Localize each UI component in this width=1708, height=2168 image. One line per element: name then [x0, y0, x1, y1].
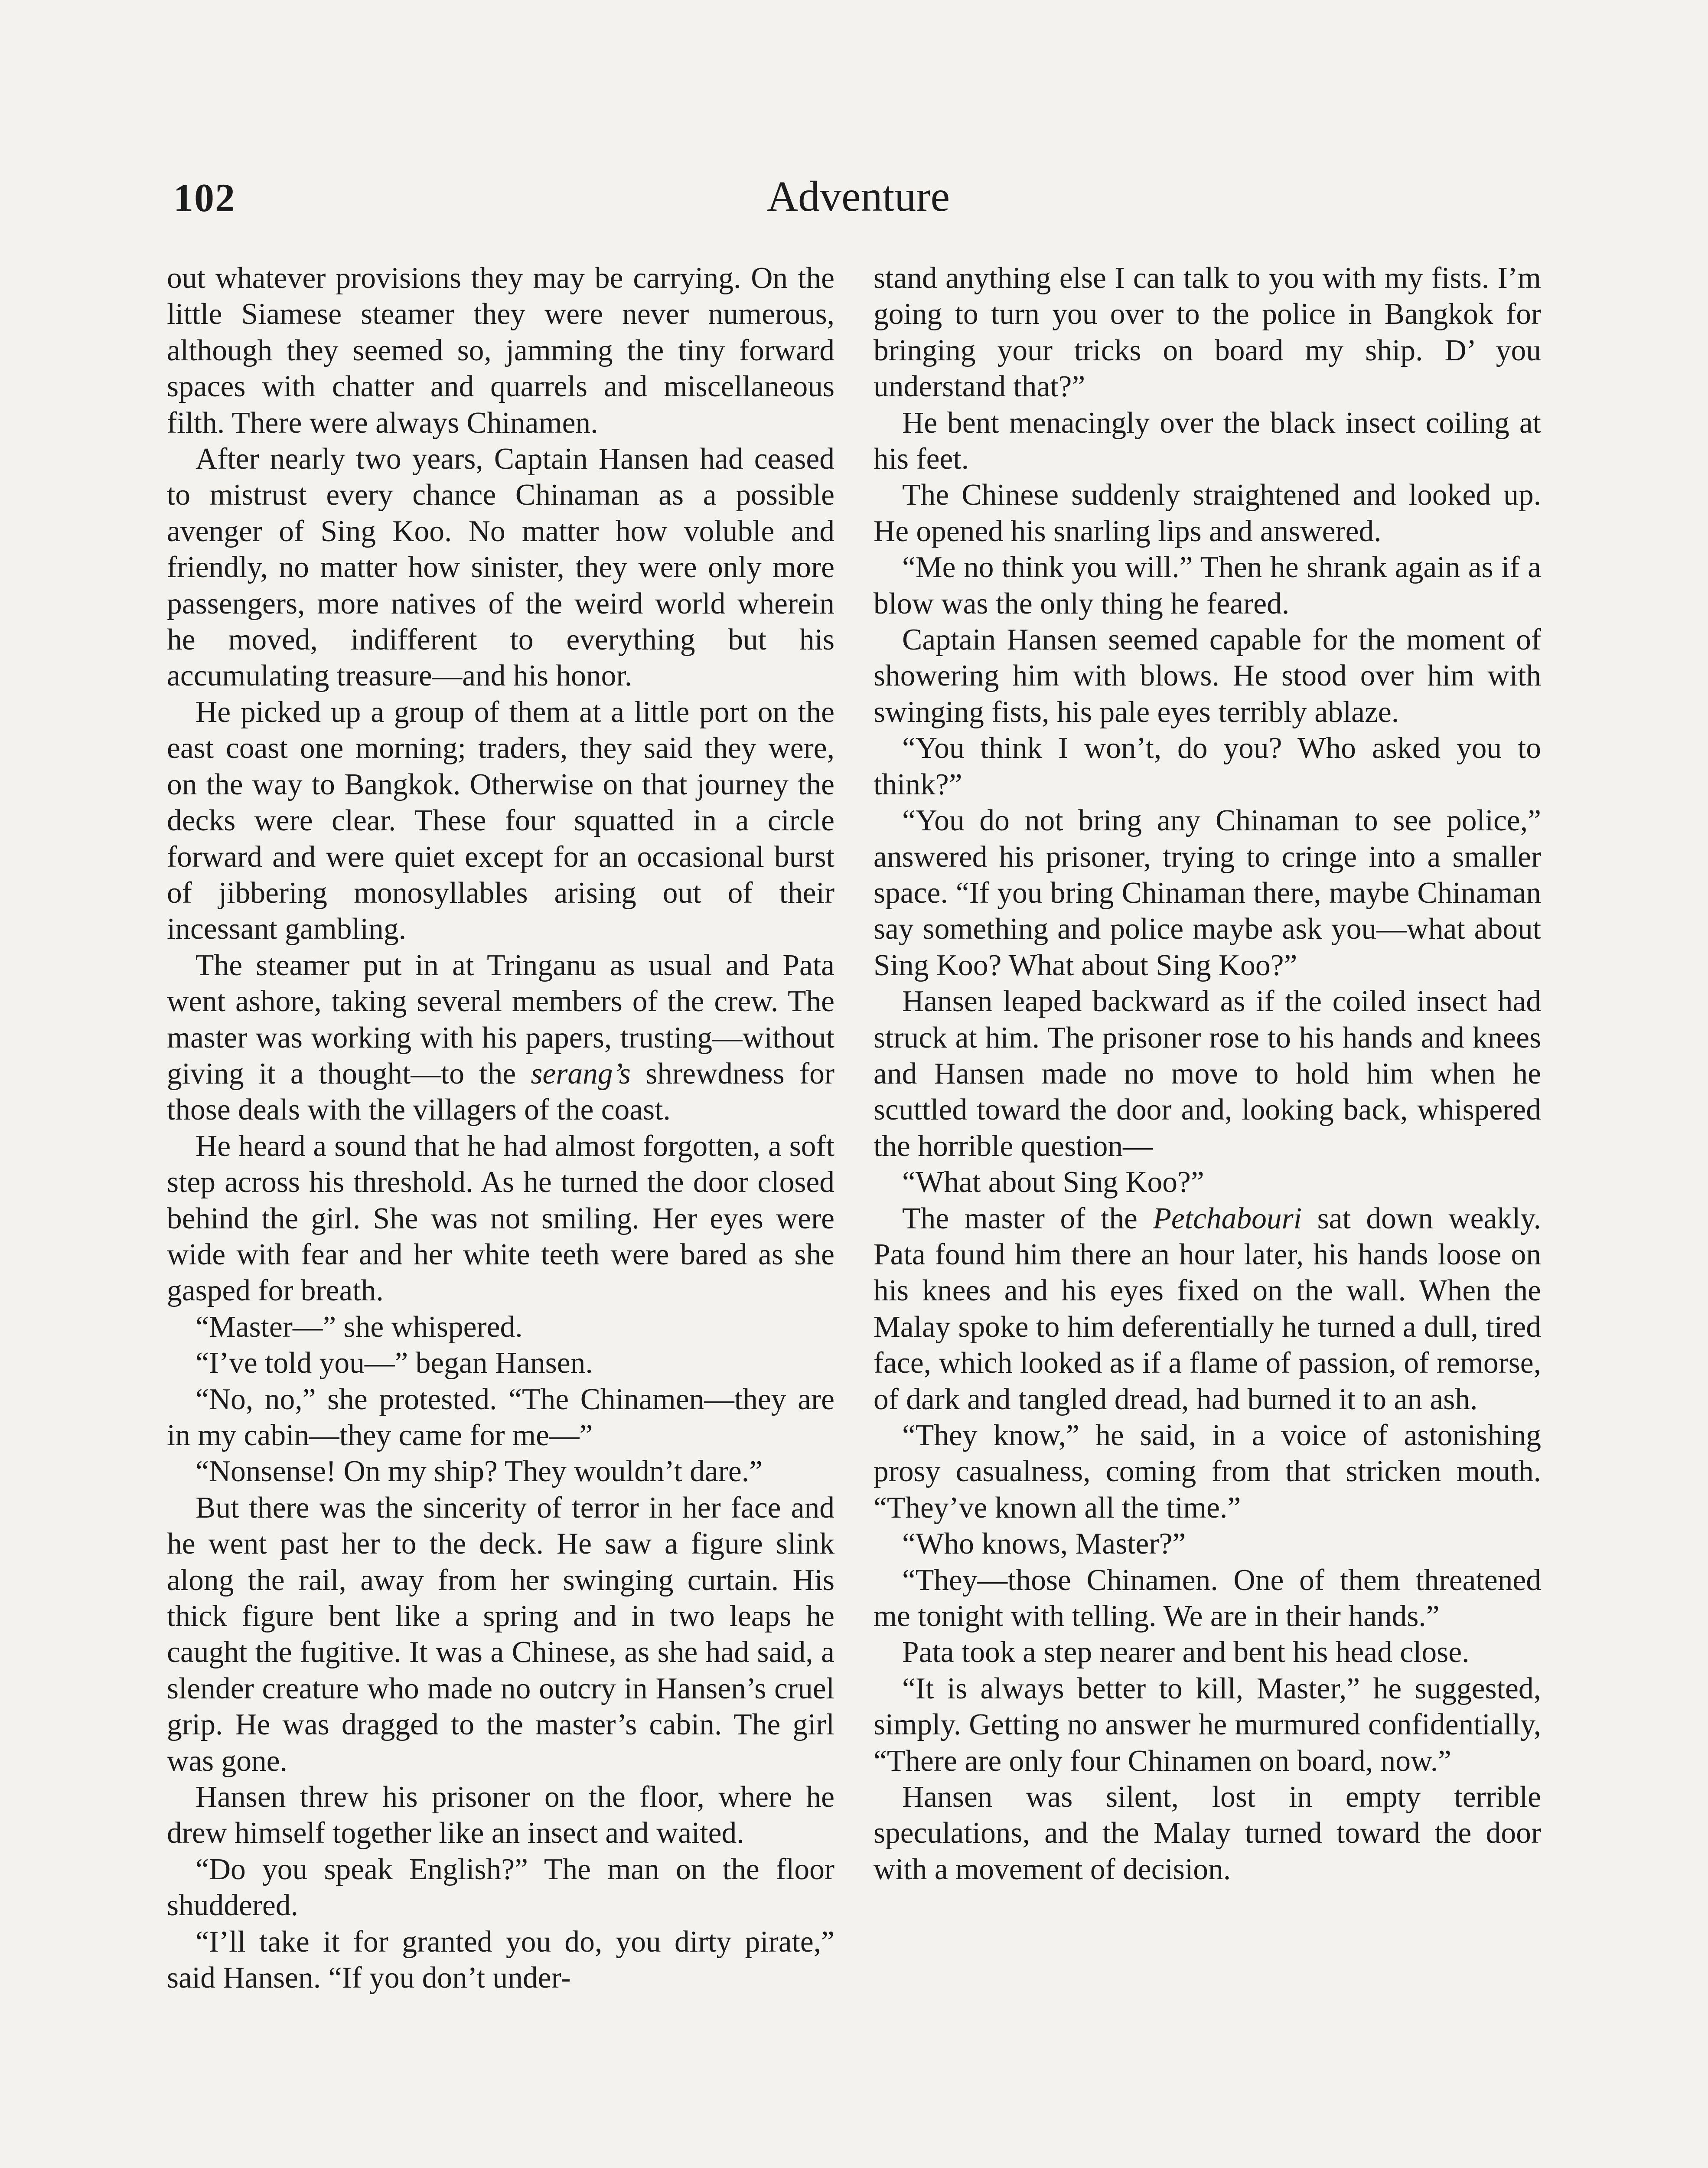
paragraph: He picked up a group of them at a little port on the east coast one morning; traders, they said they were, on the way to Bangkok. Otherwise on that journey the decks were clear. These four squatted in a circle forward and were quiet except for an occasional burst of jibbering monosyllables arising out of their incessant gambling.: [167, 695, 834, 946]
page-header: [173, 171, 1543, 232]
paragraph: “Who knows, Master?”: [902, 1527, 1186, 1561]
paragraph-text: The master of the: [902, 1202, 1138, 1235]
paragraph-text: shrewdness for those deals with the villagers of the coast.: [167, 1057, 834, 1127]
paragraph: The Chinese suddenly straightened and looked up. He opened his snarling lips and answered.: [874, 478, 1541, 548]
paragraph: “Master—” she whispered.: [196, 1310, 523, 1344]
paragraph: Pata took a step nearer and bent his head close.: [902, 1636, 1470, 1669]
running-title: Adventure: [766, 172, 950, 220]
left-column: [167, 260, 834, 1996]
paragraph: out whatever provisions they may be carrying. On the little Siamese steamer they were never numerous, although they seemed so, jamming the tiny forward spaces with chatter and quarrels and miscellaneous filth. There were always Chinamen.: [167, 261, 834, 440]
italic-word: serang’s: [531, 1057, 631, 1091]
paragraph: After nearly two years, Captain Hansen had ceased to mistrust every chance Chinaman as a possible avenger of Sing Koo. No matter how voluble and friendly, no matter how sinister, they were only more passengers, more natives of the weird world wherein he moved, indifferent to everything but his accumulating treasure—and his honor.: [167, 442, 834, 693]
paragraph: “What about Sing Koo?”: [902, 1166, 1204, 1199]
paragraph: “Do you speak English?” The man on the floor shuddered.: [167, 1852, 834, 1923]
page-number: 102: [173, 176, 236, 220]
paragraph: [874, 1201, 1541, 1417]
paragraph-text: The steamer put in at Tringanu as usual and Pata went ashore, taking several members of the crew. The master was working with his papers, trusting—without giving it a thought—to the: [167, 948, 834, 1091]
paragraph-text: sat down weakly. Pata found him there an hour later, his hands loose on his knees and his eyes fixed on the wall. When the Malay spoke to him deferentially he turned a dull, tired face, which looked as if a flame of passion, of remorse, of dark and tangled dread, had burned it to an ash.: [874, 1202, 1542, 1416]
paragraph: Hansen leaped backward as if the coiled insect had struck at him. The prisoner rose to his hands and knees and Hansen made no move to hold him when he scuttled toward the door and, looking back, whispered the horrible question—: [874, 985, 1541, 1163]
paragraph: [167, 947, 834, 1128]
paragraph: “I’ll take it for granted you do, you dirty pirate,” said Hansen. “If you don’t under-: [167, 1925, 834, 1995]
right-column: [874, 260, 1541, 1887]
paragraph: “I’ve told you—” began Hansen.: [196, 1346, 593, 1380]
paragraph: stand anything else I can talk to you with my fists. I’m going to turn you over to the police in Bangkok for bringing your tricks on board my ship. D’ you understand that?”: [874, 261, 1541, 404]
paragraph: “You think I won’t, do you? Who asked you to think?”: [874, 731, 1541, 801]
paragraph: “It is always better to kill, Master,” he suggested, simply. Getting no answer he murmured confidentially, “There are only four Chinamen on board, now.”: [874, 1672, 1541, 1778]
paragraph: “Me no think you will.” Then he shrank again as if a blow was the only thing he feared.: [874, 551, 1541, 620]
paragraph: “They—those Chinamen. One of them threatened me tonight with telling. We are in their hands.”: [874, 1563, 1541, 1633]
paragraph: He bent menacingly over the black insect coiling at his feet.: [874, 406, 1541, 476]
italic-word: Petchabouri: [1153, 1202, 1302, 1235]
paragraph: But there was the sincerity of terror in her face and he went past her to the deck. He saw a figure slink along the rail, away from her swinging curtain. His thick figure bent like a spring and in two leaps he caught the fugitive. It was a Chinese, as she had said, a slender creature who made no outcry in Hansen’s cruel grip. He was dragged to the master’s cabin. The girl was gone.: [167, 1491, 834, 1778]
paragraph: He heard a sound that he had almost forgotten, a soft step across his threshold. As he turned the door closed behind the girl. She was not smiling. Her eyes were wide with fear and her white teeth were bared as she gasped for breath.: [167, 1129, 834, 1308]
paragraph: “You do not bring any Chinaman to see police,” answered his prisoner, trying to cringe into a smaller space. “If you bring Chinaman there, maybe Chinaman say something and police maybe ask you—what about Sing Koo? What about Sing Koo?”: [874, 804, 1541, 982]
paragraph: Captain Hansen seemed capable for the moment of showering him with blows. He stood over him with swinging fists, his pale eyes terribly ablaze.: [874, 623, 1541, 729]
paragraph: “Nonsense! On my ship? They wouldn’t dare.”: [196, 1455, 763, 1489]
paragraph: “They know,” he said, in a voice of astonishing prosy casualness, coming from that stricken mouth. “They’ve known all the time.”: [874, 1419, 1541, 1525]
paragraph: Hansen threw his prisoner on the floor, where he drew himself together like an insect and waited.: [167, 1780, 834, 1850]
paragraph: Hansen was silent, lost in empty terrible speculations, and the Malay turned toward the door with a movement of decision.: [874, 1780, 1541, 1886]
paragraph: “No, no,” she protested. “The Chinamen—they are in my cabin—they came for me—”: [167, 1382, 834, 1452]
